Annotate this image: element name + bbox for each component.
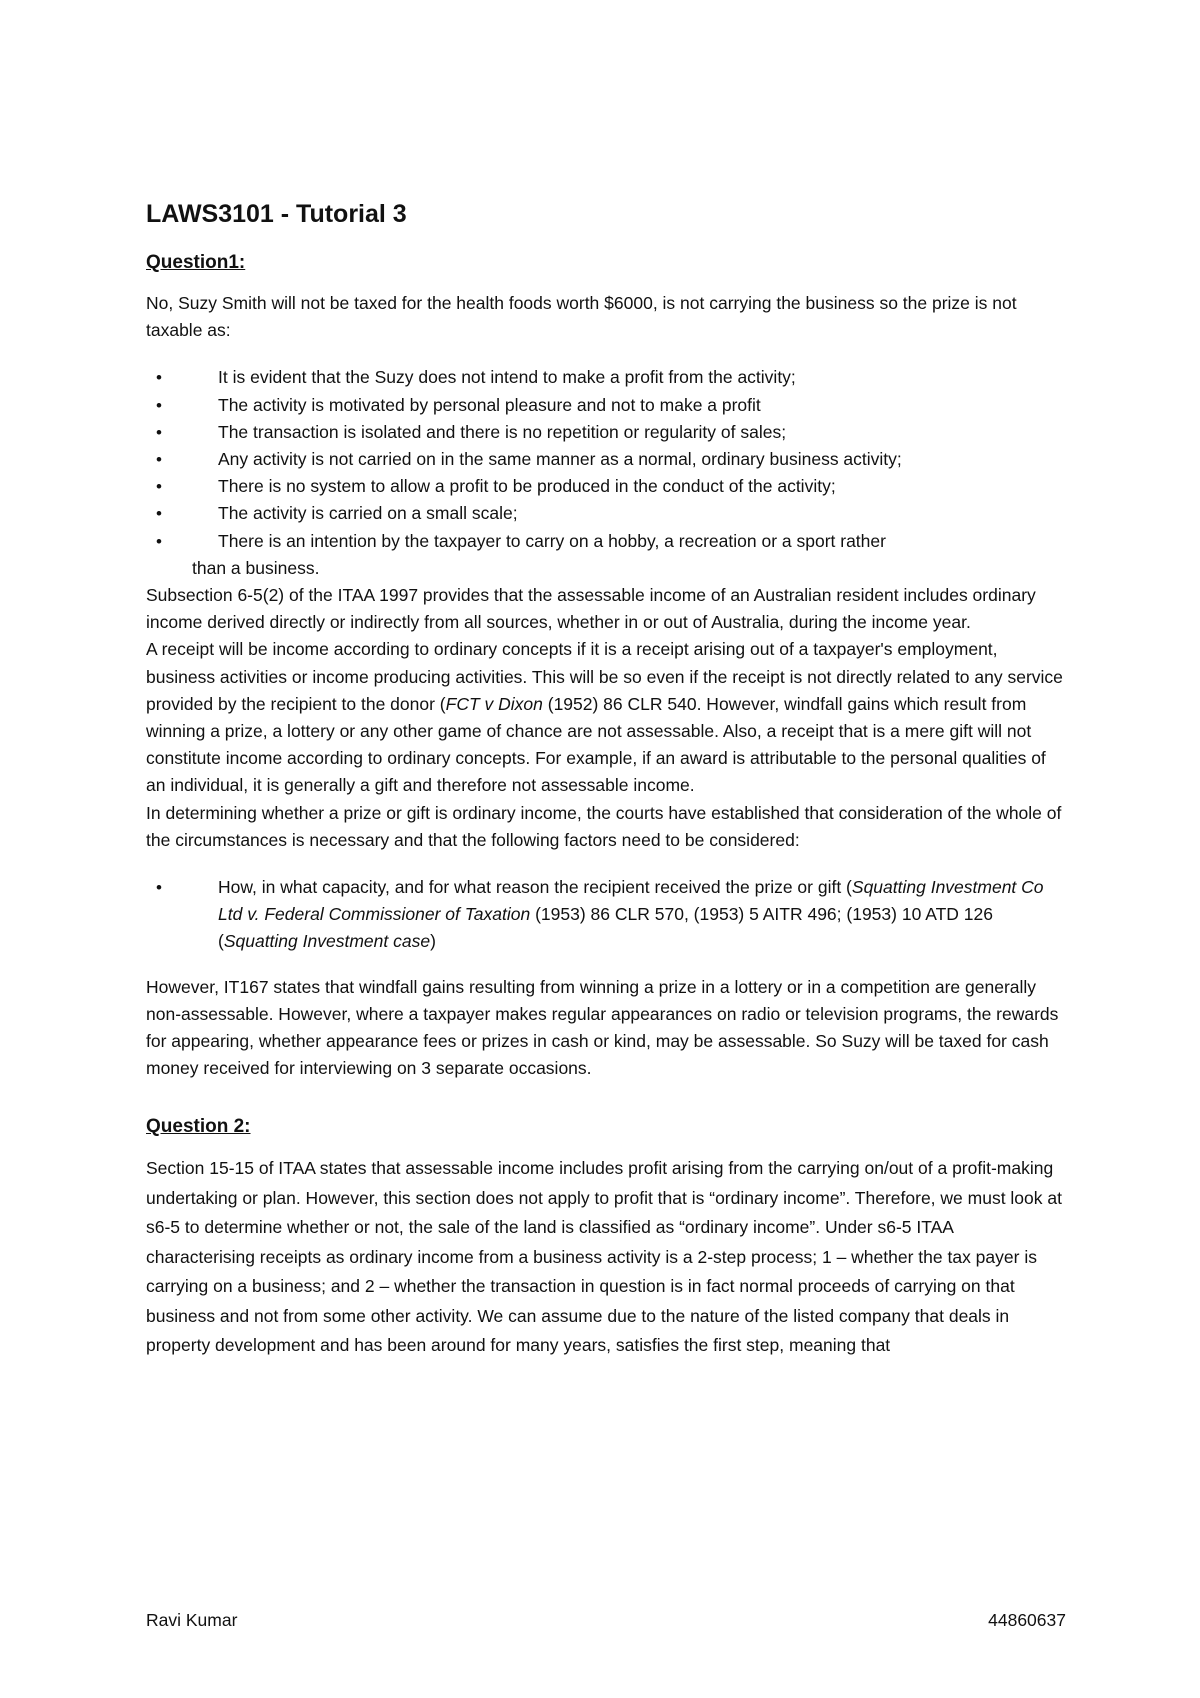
bullet-item: • The activity is carried on a small scale;	[146, 500, 1066, 527]
case-citation-dixon: FCT v Dixon	[445, 693, 543, 714]
footer-student-id: 44860637	[988, 1610, 1066, 1630]
bullet-item: • It is evident that the Suzy does not intend to make a profit from the activity;	[146, 364, 1066, 391]
paragraph-it167: However, IT167 states that windfall gains resulting from winning a prize in a lottery or in a competition are generally non-assessable. However, where a taxpayer makes regular appearances on radio or television programs, the rewards for appearing, whether appearance fees or prizes in cash or kind, may be assessable. So Suzy will be taxed for cash money received for interviewing on 3 separate occasions.	[146, 976, 1059, 1079]
question-1-bullet-list	[146, 364, 1066, 554]
factor-item	[146, 874, 1066, 956]
factor-text-b: (1953) 86 CLR 570, (1953) 5 AITR 496; (1953) 10 ATD 126 (	[218, 904, 993, 952]
bullet-continuation: than a business.	[192, 557, 320, 578]
question-1-heading: Question1:	[146, 252, 246, 273]
case-short-name: Squatting Investment case	[223, 931, 431, 952]
case-citation-squatting: Squatting Investment Co Ltd v. Federal Commissioner of Taxation	[218, 877, 1044, 925]
receipt-text-a: A receipt will be income according to ordinary concepts if it is a receipt arising out of a taxpayer's employment, business activities or income producing activities. This will be so even if the receipt is not directly related to any service provided by the recipient to the donor (	[146, 639, 1063, 714]
receipt-text-b: (1952) 86 CLR 540. However, windfall gains which result from winning a prize, a lottery or any other game of chance are not assessable. Also, a receipt that is a mere gift will not constitute income according to ordinary concepts. For example, if an award is attributable to the personal qualities of an individual, it is generally a gift and therefore not assessable income.	[146, 693, 1046, 796]
factor-text-a: How, in what capacity, and for what reason the recipient received the prize or gift (	[218, 877, 852, 898]
document-body	[146, 198, 1066, 1360]
footer-author: Ravi Kumar	[146, 1610, 238, 1630]
bullet-item: • Any activity is not carried on in the same manner as a normal, ordinary business activity;	[146, 446, 1066, 473]
question-1-intro: No, Suzy Smith will not be taxed for the health foods worth $6000, is not carrying the business so the prize is not taxable as:	[146, 293, 1017, 341]
paragraph-receipt	[146, 636, 1066, 799]
bullet-item: • The activity is motivated by personal pleasure and not to make a profit	[146, 392, 1066, 419]
factors-list	[146, 874, 1066, 956]
paragraph-determining: In determining whether a prize or gift is ordinary income, the courts have established that consideration of the whole of the circumstances is necessary and that the following factors need to be considered:	[146, 802, 1062, 850]
bullet-item: • The transaction is isolated and there is no repetition or regularity of sales;	[146, 419, 1066, 446]
bullet-item: • There is an intention by the taxpayer to carry on a hobby, a recreation or a sport rather	[146, 528, 1066, 555]
paragraph-subsection: Subsection 6-5(2) of the ITAA 1997 provides that the assessable income of an Australian resident includes ordinary income derived directly or indirectly from all sources, whether in or out of Australia, during the income year.	[146, 585, 1036, 633]
document-title: LAWS3101 - Tutorial 3	[146, 200, 407, 228]
question-2-paragraph: Section 15-15 of ITAA states that assessable income includes profit arising from the carrying on/out of a profit-making undertaking or plan. However, this section does not apply to profit that is “ordinary income”. Therefore, we must look at s6-5 to determine whether or not, the sale of the land is classified as “ordinary income”. Under s6-5 ITAA characterising receipts as ordinary income from a business activity is a 2-step process; 1 – whether the tax payer is carrying on a business; and 2 – whether the transaction in question is in fact normal proceeds of carrying on that business and not from some other activity. We can assume due to the nature of the listed company that deals in property development and has been around for many years, satisfies the first step, meaning that	[146, 1158, 1062, 1355]
factor-text-c: )	[430, 931, 436, 952]
bullet-item: • There is no system to allow a profit to be produced in the conduct of the activity;	[146, 473, 1066, 500]
question-2-heading: Question 2:	[146, 1116, 251, 1138]
